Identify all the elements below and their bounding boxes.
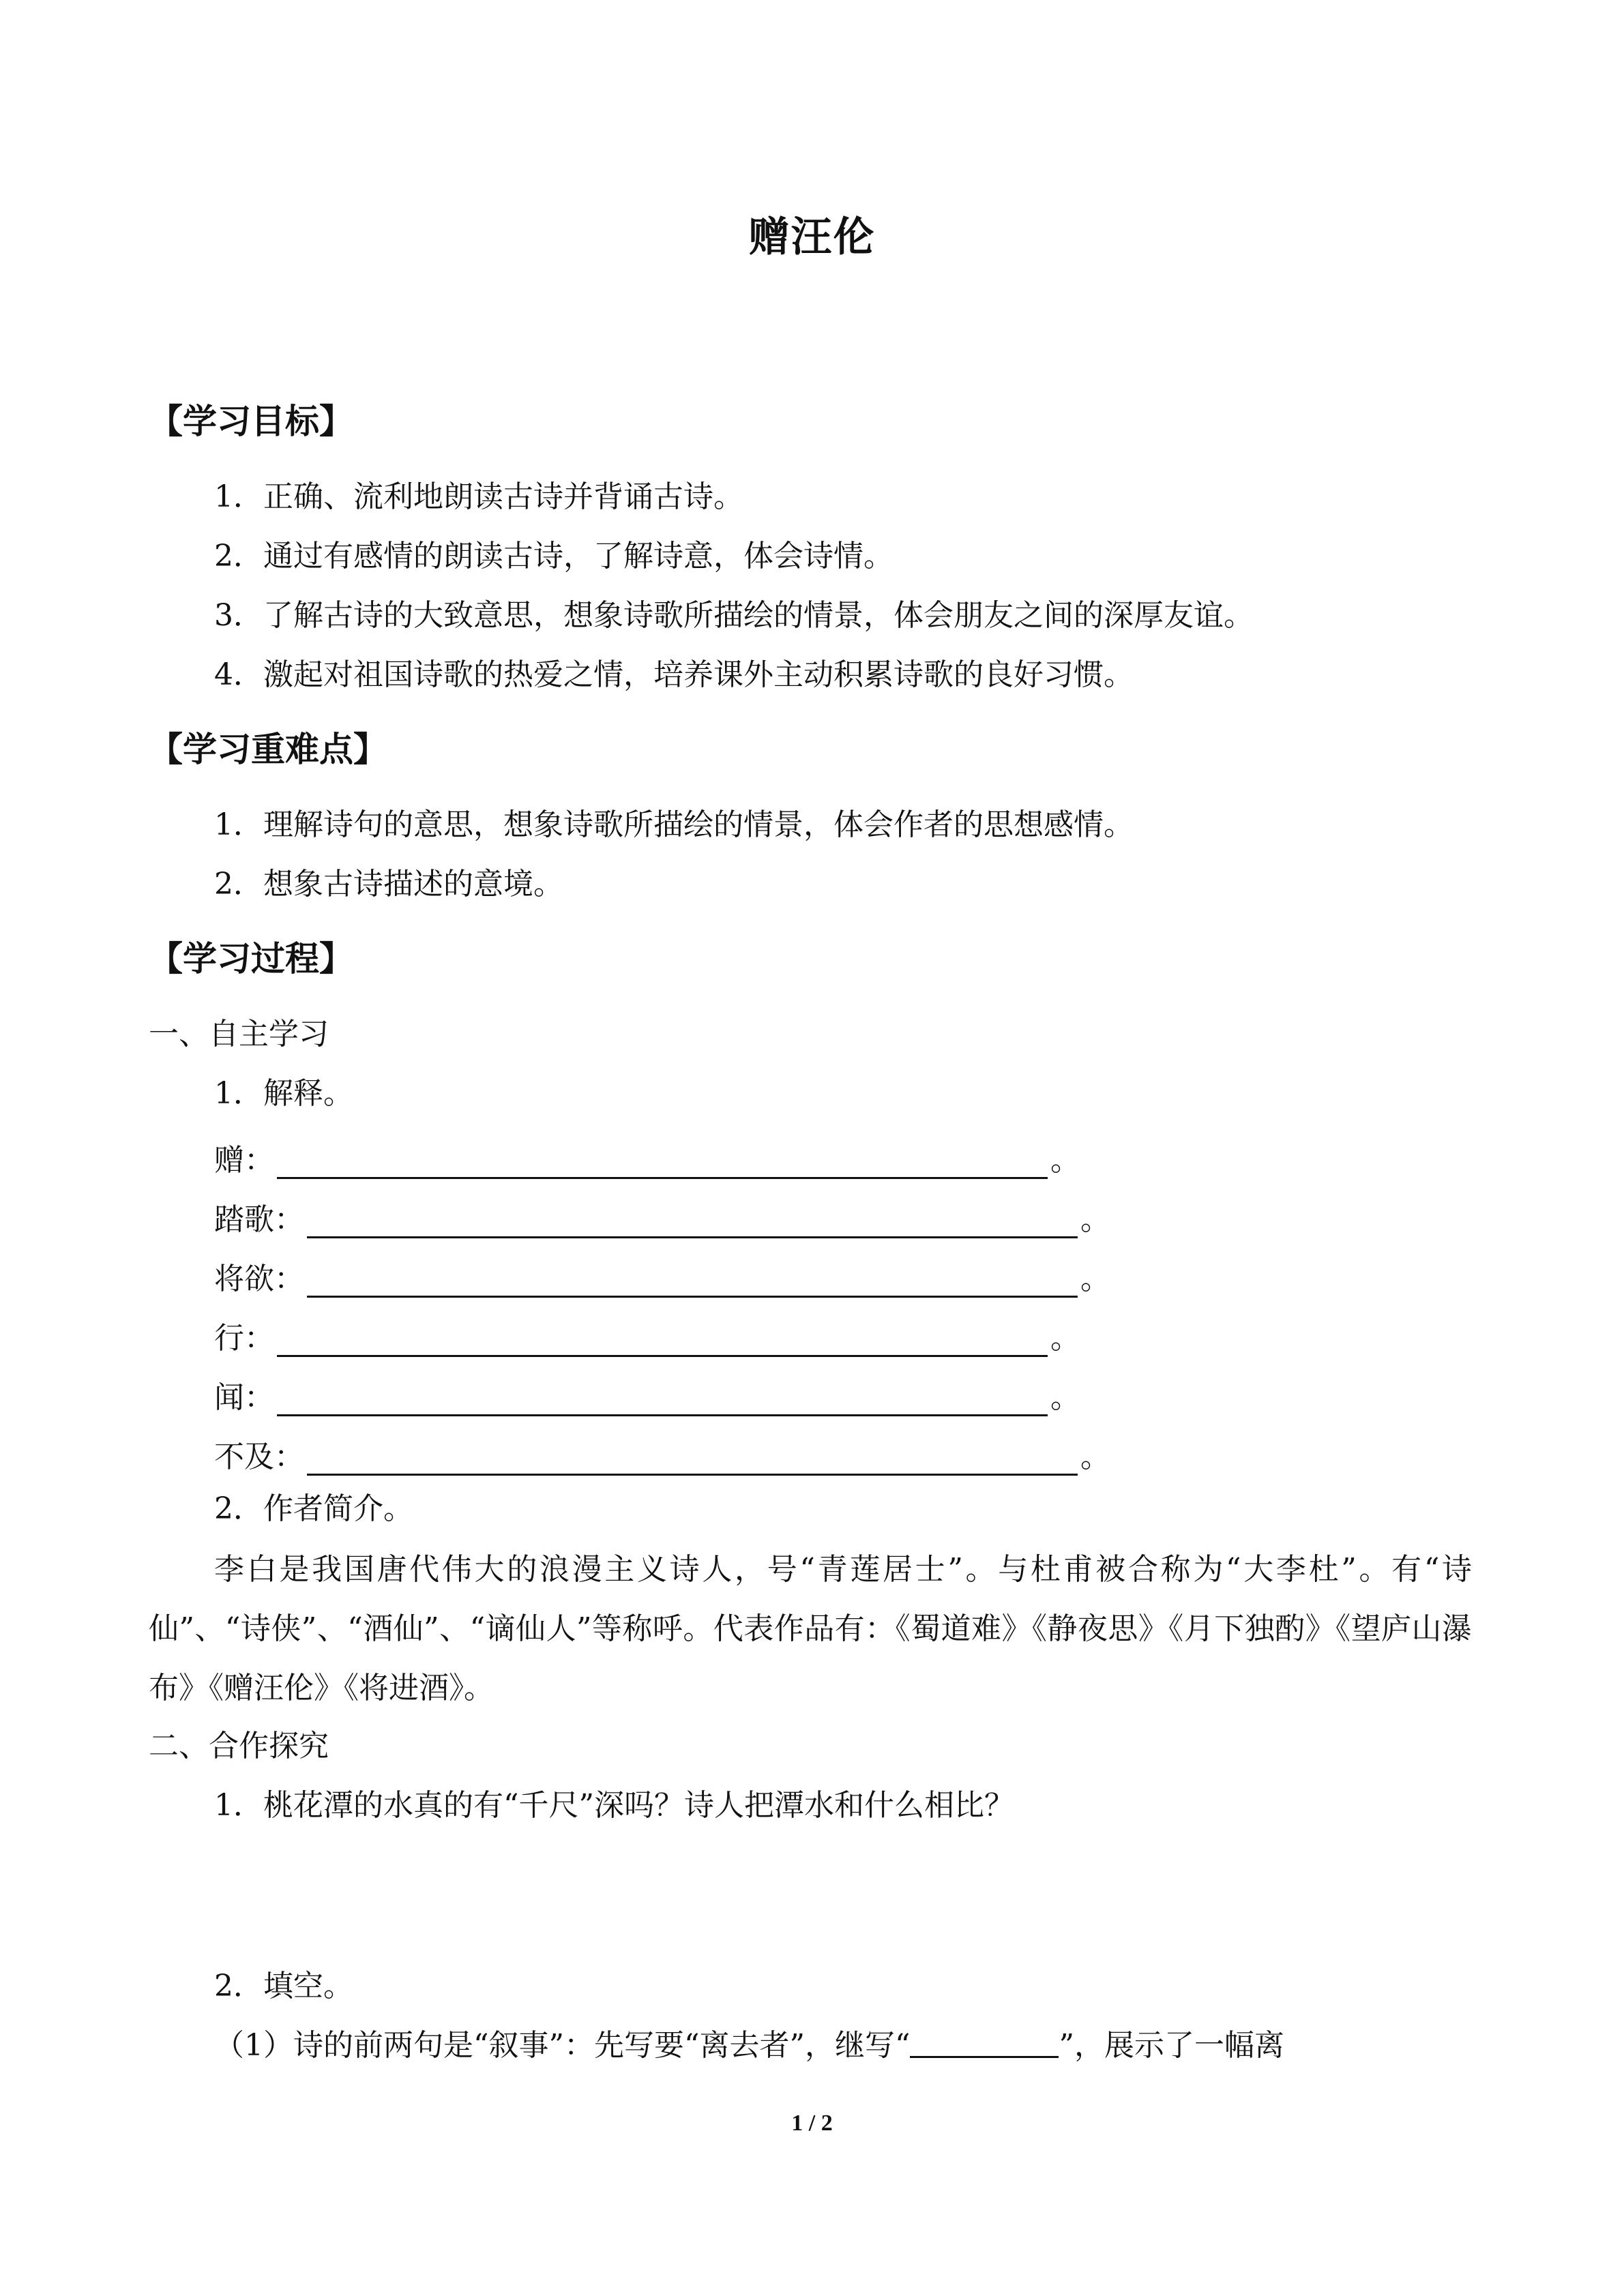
question-explain: 1．解释。 [214, 1076, 353, 1111]
goal-item: 4．激起对祖国诗歌的热爱之情，培养课外主动积累诗歌的良好习惯。 [214, 657, 1134, 692]
term-row [214, 1135, 1080, 1179]
fill-text-before: （1）诗的前两句是“叙事”：先写要“离去者”，继写“ [214, 2028, 911, 2063]
goal-item: 2．通过有感情的朗读古诗，了解诗意，体会诗情。 [214, 539, 894, 573]
period: 。 [1080, 1262, 1110, 1296]
term-label: 闻： [214, 1380, 274, 1415]
term-row [214, 1195, 1110, 1238]
answer-blank[interactable] [910, 2029, 1059, 2058]
part2-heading: 二、合作探究 [149, 1729, 329, 1763]
answer-blank[interactable] [277, 1328, 1048, 1357]
part1-heading: 一、自主学习 [149, 1017, 329, 1052]
question-author-intro: 2．作者简介。 [214, 1491, 413, 1526]
term-row [214, 1313, 1080, 1357]
answer-blank[interactable] [277, 1387, 1048, 1416]
answer-blank[interactable] [307, 1209, 1078, 1238]
term-label: 不及： [214, 1440, 304, 1474]
period: 。 [1050, 1143, 1080, 1178]
period: 。 [1080, 1440, 1110, 1474]
page-number: 1 / 2 [791, 2111, 833, 2136]
term-row [214, 1254, 1110, 1298]
answer-blank[interactable] [277, 1150, 1048, 1179]
fill-blank-item [214, 2028, 1284, 2064]
period: 。 [1050, 1380, 1080, 1415]
period: 。 [1050, 1321, 1080, 1356]
goal-item: 1．正确、流利地朗读古诗并背诵古诗。 [214, 479, 743, 514]
term-label: 踏歌： [214, 1202, 304, 1237]
term-row [214, 1432, 1110, 1476]
period: 。 [1080, 1202, 1110, 1237]
key-point-item: 2．想象古诗描述的意境。 [214, 867, 563, 901]
key-points-heading: 【学习重难点】 [149, 730, 387, 769]
question-comparison: 1．桃花潭的水真的有“千尺”深吗？诗人把潭水和什么相比？ [214, 1788, 1014, 1823]
author-biography: 李白是我国唐代伟大的浪漫主义诗人，号“青莲居士”。与杜甫被合称为“大李杜”。有“诗仙”、“诗侠”、“酒仙”、“谪仙人”等称呼。代表作品有：《蜀道难》《静夜思》《月下独酌》《望庐山瀑布》《赠汪伦》《将进酒》。 [149, 1552, 1472, 1705]
answer-blank[interactable] [307, 1268, 1078, 1298]
term-label: 行： [214, 1321, 274, 1356]
fill-text-after: ”，展示了一幅离 [1059, 2028, 1284, 2063]
question-fill-blank: 2．填空。 [214, 1969, 353, 2003]
page-title: 赠汪伦 [748, 213, 876, 261]
term-label: 赠： [214, 1143, 274, 1178]
key-point-item: 1．理解诗句的意思，想象诗歌所描绘的情景，体会作者的思想感情。 [214, 807, 1134, 842]
term-row [214, 1373, 1080, 1416]
process-heading: 【学习过程】 [149, 939, 353, 979]
goal-item: 3．了解古诗的大致意思，想象诗歌所描绘的情景，体会朋友之间的深厚友谊。 [214, 598, 1254, 633]
term-label: 将欲： [214, 1262, 304, 1296]
answer-blank[interactable] [307, 1446, 1078, 1476]
goals-heading: 【学习目标】 [149, 402, 353, 441]
